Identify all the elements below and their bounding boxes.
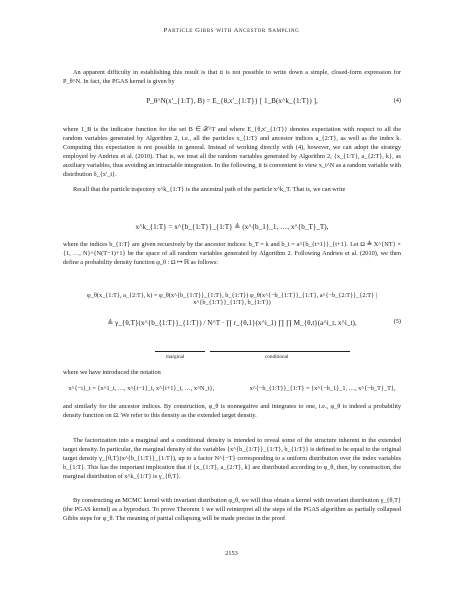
equation-5-line-2-body: ≜ γ_{θ,T}(x^{b_{1:T}}_{1:T}) / N^T · ∏ r_{θ,1}(x^i_1) ∏ ∏ M_{θ,t}(a^i_t, x^i_t), (107, 319, 357, 327)
paragraph-2: where 1_B is the indicator function for the set B ∈ 𝒳^T and where E_{θ,x′_{1:T}} denotes expectation with respect to all the random variables generated by Algorithm 2, i.e., all the particles x_{1:T} and ancestor indices a_{2:T}, as well as the index k. Computing this expectation is not possible in general. Instead of working directly with (4), however, we can adopt the strategy employed by Andrieu et al. (2010). That is, we treat all the random variables generated by Algorithm 2, {x_{1:T}, a_{2:T}, k}, as auxiliary variables, thus avoiding an intractable integration. In the following, it is convenient to view x_t^N as a random variable with distribution δ_{x′_t}. (63, 126, 401, 178)
paragraph-6: and similarly for the ancestor indices. By construction, φ_θ is nonnegative and integrates to one, i.e., φ_θ is indeed a probability density function on Ω. We refer to this density as the extended target density. (63, 403, 401, 419)
paragraph-1: An apparent difficulty in establishing this result is that it is not possible to write down a simple, closed-form expression for P_θ^N. In fact, the PGAS kernel is given by (63, 69, 401, 85)
equation-4-number: (4) (393, 97, 401, 104)
equation-notation-b: x^{−b_{1:T}}_{1:T} = {x^{−b_1}_1, …, x^{−b_T}_T}, (249, 385, 396, 392)
equation-4-body: P_θ^N(x′_{1:T}, B) = E_{θ,x′_{1:T}} [ 1_B(x^k_{1:T}) ], (146, 97, 318, 105)
underbrace-conditional (210, 348, 350, 352)
paragraph-8: By constructing an MCMC kernel with invariant distribution φ_θ, we will thus obtain a kernel with invariant distribution γ_{θ,T} (the PGAS kernel) as a byproduct. To prove Theorem 1 we will reinterpret all the steps of the PGAS algorithm as partially collapsed Gibbs steps for φ_θ. The meaning of partial collapsing will be made precise in the proof (63, 497, 401, 522)
underbrace-marginal (155, 348, 205, 352)
equation-4 (63, 97, 401, 105)
equation-ancestral-path-body: x^k_{1:T} = x^{b_{1:T}}_{1:T} ≜ (x^{b_1}_1, …, x^{b_T}_T), (135, 223, 329, 231)
paragraph-3: Recall that the particle trajectory x^k_{1:T} is the ancestral path of the particle x^k_T. That is, we can write (73, 186, 346, 193)
equation-notation (63, 385, 401, 392)
paragraph-7: The factorization into a marginal and a conditional density is intended to reveal some of the structure inherent in the extended target density. In particular, the marginal density of the variables {x^{b_{1:T}}_{1:T}, b_{1:T}} is defined to be equal to the original target density γ_{θ,T}(x^{b_{1:T}}_{1:T}), up to a factor N^{−T} corresponding to a uniform distribution over the index variables b_{1:T}. This has the important implication that if {x_{1:T}, a_{2:T}, k} are distributed according to φ_θ, then, by construction, the marginal distribution of x^k_{1:T} is γ_{θ,T}. (63, 437, 401, 480)
equation-5-line-1 (63, 292, 401, 306)
label-marginal: marginal (166, 354, 185, 360)
running-header: Particle Gibbs with Ancestor Sampling (163, 27, 300, 34)
equation-5-number: (5) (393, 318, 401, 325)
label-conditional: conditional (265, 354, 289, 360)
equation-5-line-2 (63, 318, 401, 327)
equation-5-line-1-body: φ_θ(x_{1:T}, a_{2:T}, k) = φ_θ(x^{b_{1:T}}_{1:T}, b_{1:T}) φ_θ(x^{−b_{1:T}}_{1:T}, a^{−b_{2:T}}_{2:T} | x^{b_{1:T}}_{1:T}, b_{1:T}) (87, 292, 377, 306)
paragraph-5: where we have introduced the notation (63, 369, 161, 376)
equation-ancestral-path (63, 222, 401, 231)
page-number: 2153 (225, 550, 238, 557)
paragraph-4: where the indices b_{1:T} are given recursively by the ancestor indices: b_T = k and b_t = a^{b_{t+1}}_{t+1}. Let Ω ≜ X^{NT} × {1, …, N}^{N(T−1)+1} be the space of all random variables generated by Algorithm 2. Following Andrieu et al. (2010), we then define a probability density function φ_θ : Ω ↦ ℝ as follows: (63, 241, 401, 266)
equation-notation-a: x^{−i}_t = {x^1_t, …, x^{i−1}_t, x^{i+1}_t, …, x^N_t}, (68, 385, 215, 392)
